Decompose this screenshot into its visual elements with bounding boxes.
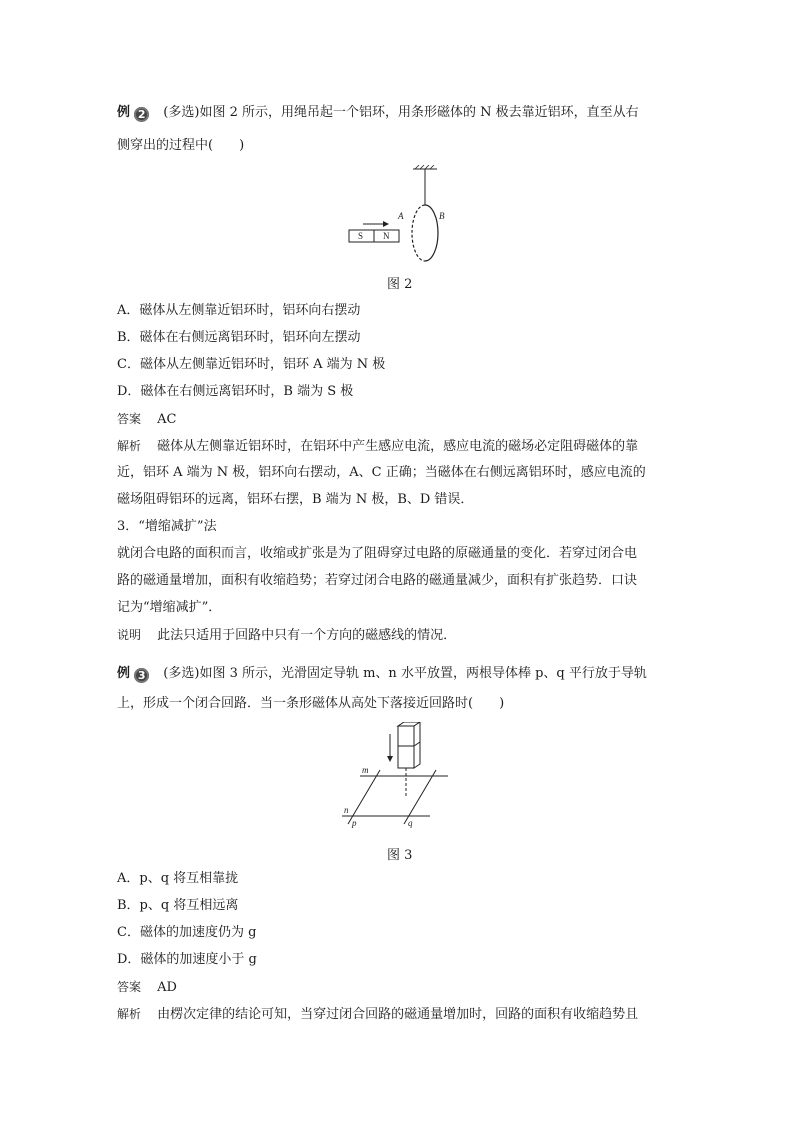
method-3-para-line-1: 就闭合电路的面积而言，收缩或扩张是为了阻碍穿过电路的原磁通量的变化．若穿过闭合电 [117,546,638,561]
example-3-analysis-line-1 [117,1005,638,1024]
answer-value: AC [157,412,177,427]
magnet-south-label: S [358,231,364,241]
example-3-stem-text: (多选)如图 3 所示，光滑固定导轨 m、n 水平放置，两根导体棒 p、q 平行放于导轨 [163,666,647,681]
example-number-badge: 2 [134,107,149,122]
figure-3-rails-magnet [340,722,456,834]
example-number-badge: 3 [134,668,149,683]
bar-q-label: q [408,818,413,828]
example-2-stem-text: (多选)如图 2 所示，用绳吊起一个铝环，用条形磁体的 N 极去靠近铝环，直至从右 [163,105,639,120]
figure-3-caption: 图 3 [387,848,413,863]
example-2-answer [117,410,177,429]
answer-label: 答案 [117,412,142,426]
example-3-stem-line-1 [117,665,647,683]
answer-value: AD [157,980,177,995]
method-3-note [117,626,456,645]
note-label: 说明 [117,628,142,642]
answer-label: 答案 [117,980,142,994]
rail-n-label: n [344,805,349,815]
example-label: 例 [117,666,131,681]
example-3-option-d: D．磁体的加速度小于 g [117,952,257,967]
example-label: 例 [117,105,131,120]
example-3-option-b: B．p、q 将互相远离 [117,898,239,913]
method-3-heading: 3．“增缩减扩”法 [117,519,217,534]
analysis-label: 解析 [117,1007,142,1021]
example-3-option-a: A．p、q 将互相靠拢 [117,871,239,886]
example-2-option-b: B．磁体在右侧远离铝环时，铝环向左摆动 [117,330,361,345]
example-2-analysis-line-1 [117,437,638,456]
example-3-option-c: C．磁体的加速度仍为 g [117,925,257,940]
example-2-stem-line-2: 侧穿出的过程中( ) [117,138,245,153]
example-2-stem-line-1 [117,104,639,122]
example-3-stem-line-2: 上，形成一个闭合回路．当一条形磁体从高处下落接近回路时( ) [117,696,505,711]
analysis-text: 磁体从左侧靠近铝环时，在铝环中产生感应电流，感应电流的磁场必定阻碍磁体的靠 [157,439,639,454]
figure-2-caption: 图 2 [387,277,413,292]
example-2-analysis-line-2: 近，铝环 A 端为 N 极，铝环向右摆动，A、C 正确；当磁体在右侧远离铝环时，感应电流的 [117,465,646,480]
example-3-answer [117,978,177,997]
example-2-option-c: C．磁体从左侧靠近铝环时，铝环 A 端为 N 极 [117,357,386,372]
method-3-para-line-3: 记为“增缩减扩”． [117,600,222,615]
rail-m-label: m [362,765,369,775]
example-2-option-d: D．磁体在右侧远离铝环时，B 端为 S 极 [117,384,354,399]
bar-p-label: p [352,818,357,828]
ring-end-a-label: A [398,211,404,221]
note-text: 此法只适用于回路中只有一个方向的磁感线的情况． [157,628,457,643]
example-2-analysis-line-3: 磁场阻碍铝环的远离，铝环右摆，B 端为 N 极，B、D 错误． [117,492,474,507]
analysis-label: 解析 [117,439,142,453]
example-2-option-a: A．磁体从左侧靠近铝环时，铝环向右摆动 [117,303,361,318]
analysis-text: 由楞次定律的结论可知，当穿过闭合回路的磁通量增加时，回路的面积有收缩趋势且 [157,1007,639,1022]
method-3-para-line-2: 路的磁通量增加，面积有收缩趋势；若穿过闭合电路的磁通量减少，面积有扩张趋势．口诀 [117,573,638,588]
magnet-north-label: N [383,231,390,241]
ring-end-b-label: B [439,211,445,221]
figure-2-magnet-ring [345,165,455,265]
